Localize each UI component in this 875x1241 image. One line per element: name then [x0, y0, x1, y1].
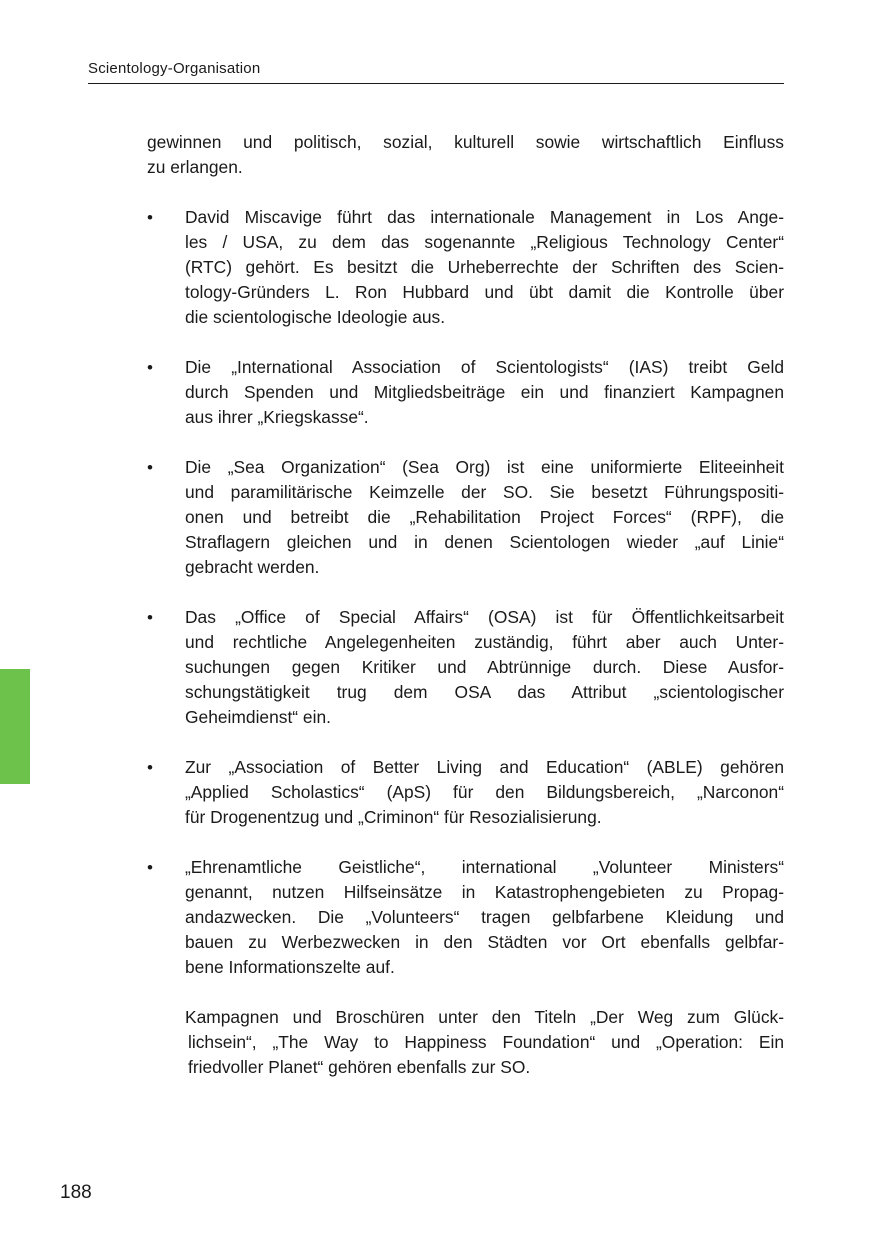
bullet-text	[185, 205, 784, 330]
text-line: Die „International Association of Scientologists“ (IAS) treibt Geld	[185, 357, 784, 377]
page-number: 188	[60, 1182, 92, 1203]
bullet-icon: •	[147, 858, 153, 877]
bullet-icon: •	[147, 608, 153, 627]
bullet-text	[185, 355, 784, 430]
text-line: David Miscavige führt das internationale Management in Los Ange-	[185, 207, 784, 227]
text-line: bauen zu Werbezwecken in den Städten vor Ort ebenfalls gelbfar-	[185, 932, 784, 952]
text-line: (RTC) gehört. Es besitzt die Urheberrechte der Schriften des Scien-	[185, 257, 784, 277]
bullet-icon: •	[147, 358, 153, 377]
text-line: schungstätigkeit trug dem OSA das Attribut „scientologischer	[185, 682, 784, 702]
text-line: durch Spenden und Mitgliedsbeiträge ein und finanziert Kampagnen	[185, 382, 784, 402]
bullet-text	[185, 855, 784, 980]
bullet-item-osa	[147, 605, 784, 730]
bullet-icon: •	[147, 458, 153, 477]
bullet-icon: •	[147, 208, 153, 227]
intro-paragraph	[147, 130, 784, 180]
bullet-item-volunteer-ministers	[147, 855, 784, 980]
text-line: gewinnen und politisch, sozial, kulturell sowie wirtschaftlich Einfluss	[147, 132, 784, 152]
text-line: „Applied Scholastics“ (ApS) für den Bildungsbereich, „Narconon“	[185, 782, 784, 802]
text-line: Geheimdienst“ ein.	[185, 707, 331, 727]
text-line: aus ihrer „Kriegskasse“.	[185, 407, 369, 427]
running-header-title: Scientology-Organisation	[88, 60, 261, 77]
text-line: die scientologische Ideologie aus.	[185, 307, 446, 327]
text-line: und paramilitärische Keimzelle der SO. Sie besetzt Führungspositi-	[185, 482, 784, 502]
bullet-text	[185, 455, 784, 580]
text-line: Das „Office of Special Affairs“ (OSA) ist für Öffentlichkeitsarbeit	[185, 607, 784, 627]
text-line: Die „Sea Organization“ (Sea Org) ist eine uniformierte Eliteeinheit	[185, 457, 784, 477]
bullet-item-ias	[147, 355, 784, 430]
text-line: bene Informationszelte auf.	[185, 957, 395, 977]
text-line: friedvoller Planet“ gehören ebenfalls zur SO.	[188, 1057, 531, 1077]
text-line: onen und betreibt die „Rehabilitation Project Forces“ (RPF), die	[185, 507, 784, 527]
text-line: „Ehrenamtliche Geistliche“, international „Volunteer Ministers“	[185, 857, 784, 877]
page-body	[147, 130, 784, 1080]
text-line: tology-Gründers L. Ron Hubbard und übt damit die Kontrolle über	[185, 282, 784, 302]
bullet-list	[147, 205, 784, 980]
text-line: les / USA, zu dem das sogenannte „Religious Technology Center“	[185, 232, 784, 252]
running-header	[88, 59, 784, 84]
bullet-item-management	[147, 205, 784, 330]
text-line: lichsein“, „The Way to Happiness Foundation“ und „Operation: Ein	[188, 1032, 784, 1052]
text-line: und rechtliche Angelegenheiten zuständig, führt aber auch Unter-	[185, 632, 784, 652]
text-line: Straflagern gleichen und in denen Scientologen wieder „auf Linie“	[185, 532, 784, 552]
text-line: Zur „Association of Better Living and Education“ (ABLE) gehören	[185, 757, 784, 777]
bullet-icon: •	[147, 758, 153, 777]
text-line: Kampagnen und Broschüren unter den Titeln „Der Weg zum Glück-	[185, 1007, 784, 1027]
text-line: suchungen gegen Kritiker und Abtrünnige durch. Diese Ausfor-	[185, 657, 784, 677]
text-line: für Drogenentzug und „Criminon“ für Resozialisierung.	[185, 807, 602, 827]
bullet-item-able	[147, 755, 784, 830]
chapter-color-tab	[0, 669, 30, 784]
text-line: genannt, nutzen Hilfseinsätze in Katastrophengebieten zu Propag-	[185, 882, 784, 902]
text-line: gebracht werden.	[185, 557, 320, 577]
bullet-text	[185, 605, 784, 730]
text-line: andazwecken. Die „Volunteers“ tragen gelbfarbene Kleidung und	[185, 907, 784, 927]
campaigns-paragraph	[147, 1005, 784, 1080]
bullet-item-sea-org	[147, 455, 784, 580]
text-line: zu erlangen.	[147, 157, 243, 177]
bullet-text	[185, 755, 784, 830]
